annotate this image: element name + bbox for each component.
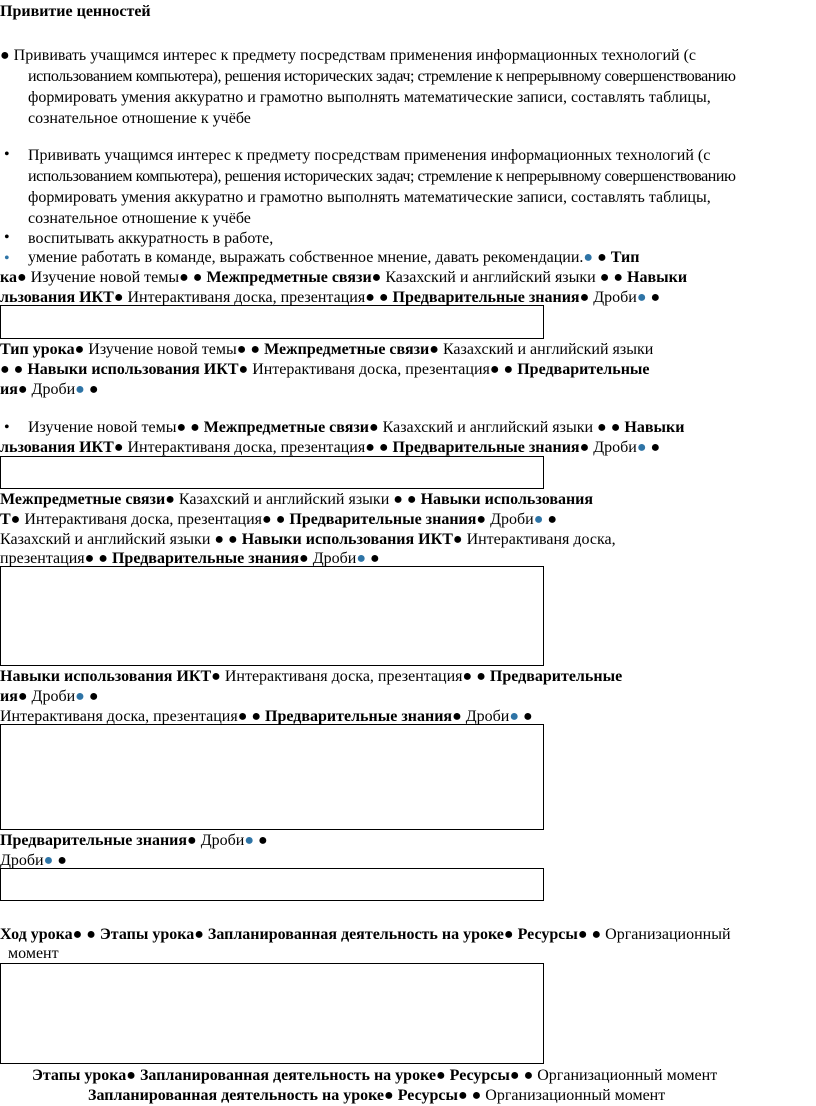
list-item: умение работать в команде, выражать собственное мнение, давать рекомендации.● ● Тип xyxy=(28,249,640,266)
intro-line: сознательное отношение к учёбе xyxy=(28,110,251,127)
text-line: льзования ИКТ● Интерактиваня доска, презентация● ● Предварительные знания● Дроби● ● xyxy=(0,289,661,306)
blank-box xyxy=(0,868,544,901)
bullet: ● xyxy=(0,47,10,64)
list-bullet: • xyxy=(4,250,10,267)
list-bullet: • xyxy=(4,229,10,246)
blank-box xyxy=(0,963,544,1064)
text-line: Дроби● ● xyxy=(0,852,67,869)
list-bullet: • xyxy=(4,146,10,163)
text-line: Изучение новой темы● ● Межпредметные связи● Казахский и английский языки ● ● Навыки xyxy=(28,419,685,436)
text-line: Тип урока● Изучение новой темы● ● Межпредметные связи● Казахский и английский языки xyxy=(0,341,654,358)
list-item: Прививать учащимся интерес к предмету посредствам применения информационных технологий (с xyxy=(28,147,711,164)
text-line: Интерактиваня доска, презентация● ● Предварительные знания● Дроби● ● xyxy=(0,708,533,725)
lesson-header-line: Запланированная деятельность на уроке● Ресурсы● ● Организационный момент xyxy=(88,1087,666,1104)
text-line: Предварительные знания● Дроби● ● xyxy=(0,832,268,849)
blank-box xyxy=(0,305,544,339)
intro-paragraph: ● Прививать учащимся интерес к предмету посредствам применения информационных технологий (с xyxy=(0,47,696,64)
list-item-line: использованием компьютера), решения исторических задач; стремление к непрерывному совершенствованию xyxy=(28,168,736,185)
blank-box xyxy=(0,724,544,830)
text-line: ка● Изучение новой темы● ● Межпредметные связи● Казахский и английский языки ● ● Навыки xyxy=(0,269,688,286)
intro-line: формировать умения аккуратно и грамотно выполнять математические записи, составлять таблицы, xyxy=(28,89,711,106)
list-item-line: сознательное отношение к учёбе xyxy=(28,210,251,227)
page-title: Привитие ценностей xyxy=(0,3,151,20)
blank-box xyxy=(0,566,544,666)
intro-line: использованием компьютера), решения исторических задач; стремление к непрерывному совершенствованию xyxy=(28,68,736,85)
text-line: Казахский и английский языки ● ● Навыки использования ИКТ● Интерактиваня доска, xyxy=(0,531,616,548)
text-line: ● ● Навыки использования ИКТ● Интерактиваня доска, презентация● ● Предварительные xyxy=(0,361,650,378)
text-line: льзования ИКТ● Интерактиваня доска, презентация● ● Предварительные знания● Дроби● ● xyxy=(0,439,661,456)
lesson-header-line: Ход урока● ● Этапы урока● Запланированная деятельность на уроке● Ресурсы● ● Организационный xyxy=(0,926,731,943)
list-item-line: формировать умения аккуратно и грамотно выполнять математические записи, составлять таблицы, xyxy=(28,189,711,206)
lesson-header-line: Этапы урока● Запланированная деятельность на уроке● Ресурсы● ● Организационный момент xyxy=(32,1067,718,1084)
blank-box xyxy=(0,456,544,489)
text-line: презентация● ● Предварительные знания● Дроби● ● xyxy=(0,550,380,567)
list-bullet: • xyxy=(4,419,10,436)
text-line: ия● Дроби● ● xyxy=(0,381,99,398)
text-line: ия● Дроби● ● xyxy=(0,688,99,705)
text-line: Навыки использования ИКТ● Интерактиваня доска, презентация● ● Предварительные xyxy=(0,668,623,685)
text-line: момент xyxy=(8,945,59,962)
text-line: Т● Интерактиваня доска, презентация● ● Предварительные знания● Дроби● ● xyxy=(0,511,558,528)
text-line: Межпредметные связи● Казахский и английский языки ● ● Навыки использования xyxy=(0,491,594,508)
list-item: воспитывать аккуратность в работе, xyxy=(28,230,274,247)
